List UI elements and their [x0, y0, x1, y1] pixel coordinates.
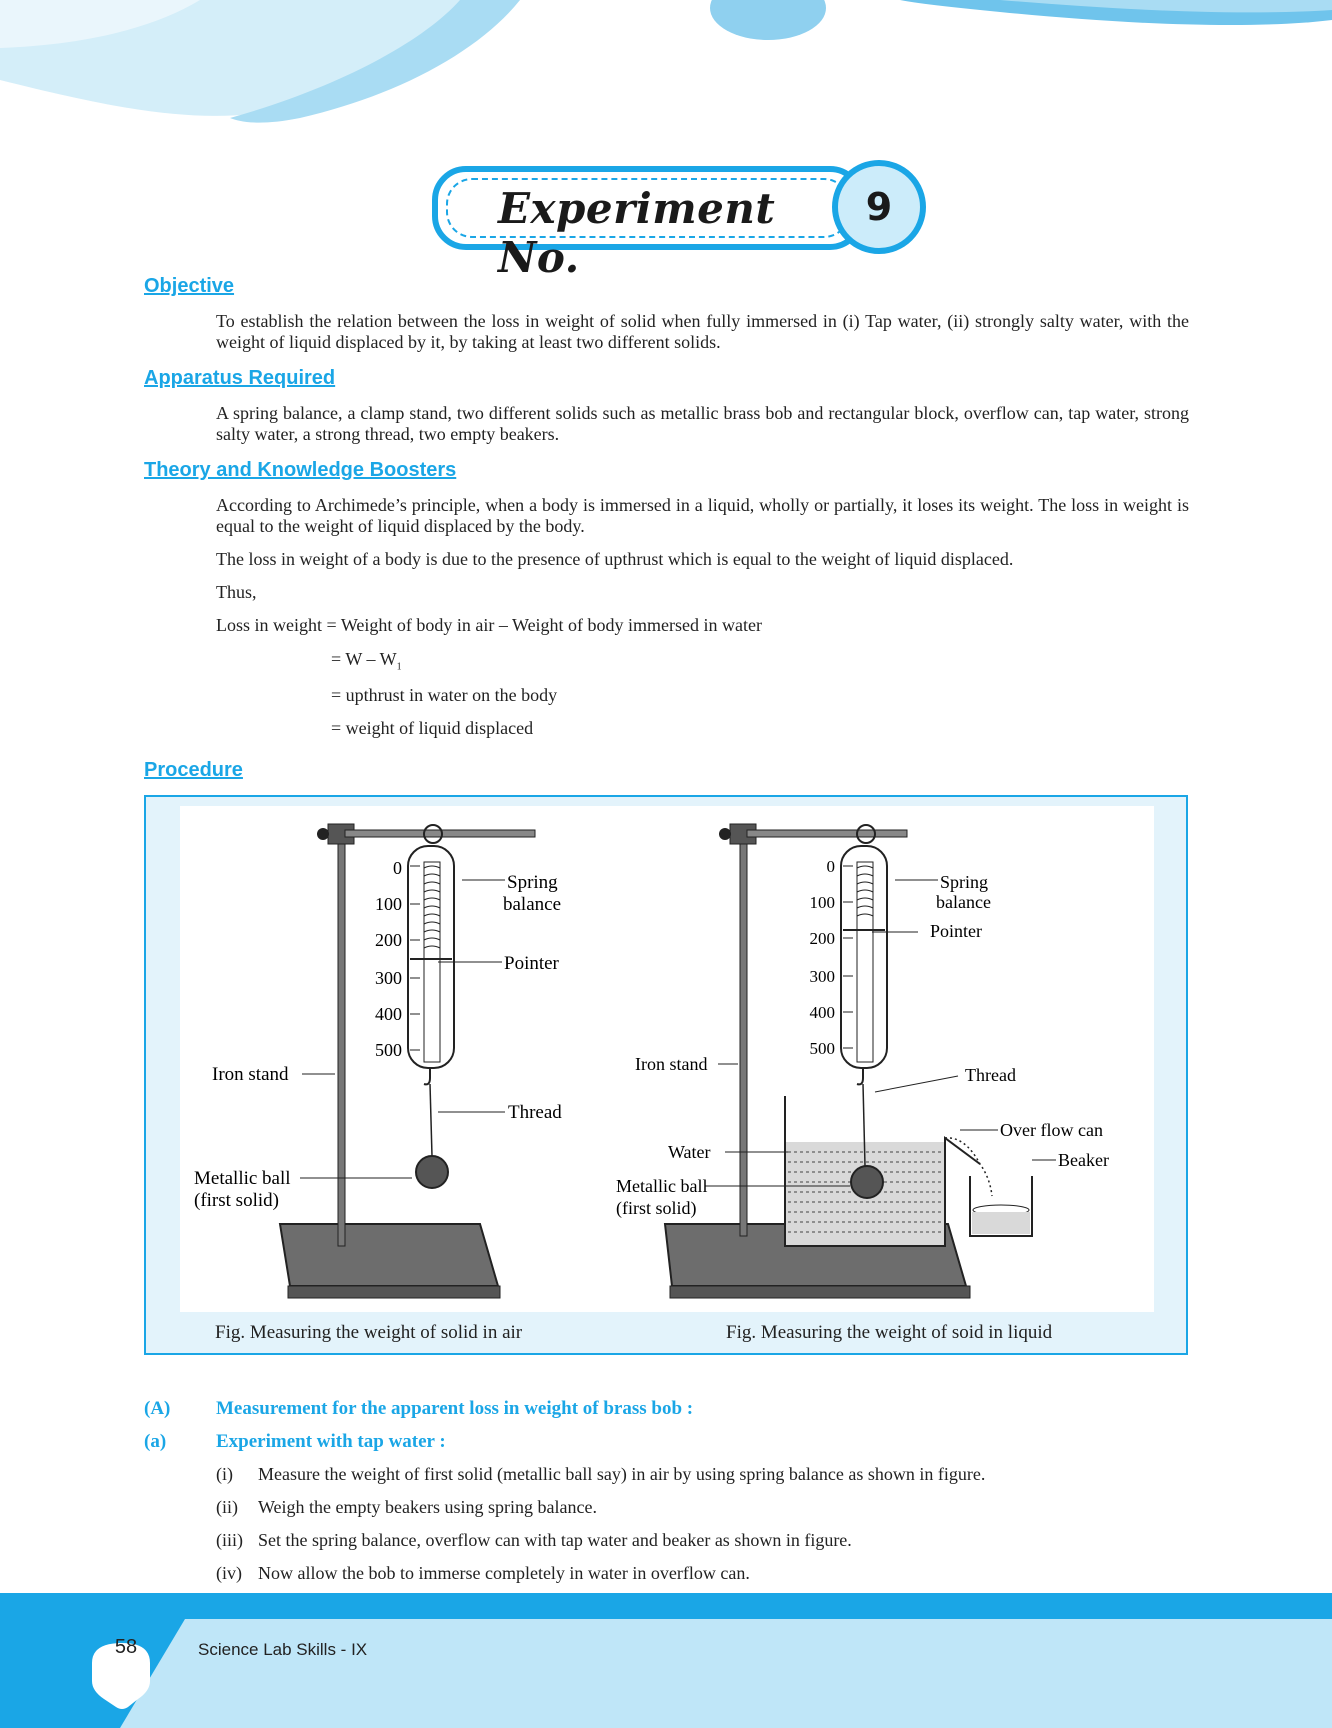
- objective-heading: Objective: [144, 275, 235, 297]
- procedure-heading: Procedure: [144, 759, 243, 781]
- right-figure: [616, 824, 1109, 1298]
- theory-equation-2: [331, 649, 402, 673]
- right-overflow-stream: [945, 1138, 992, 1196]
- right-bottom-hook: [857, 1068, 863, 1084]
- left-label-thread: Thread: [508, 1102, 562, 1123]
- section-a-label: (a): [144, 1431, 167, 1452]
- right-label-overflow: Over flow can: [1000, 1120, 1103, 1140]
- right-label-water: Water: [668, 1142, 711, 1162]
- step-3-text: Set the spring balance, overflow can with tap water and beaker as shown in figure.: [258, 1530, 852, 1550]
- left-label-balance: balance: [503, 894, 562, 915]
- page-number: 58: [114, 1636, 138, 1658]
- experiment-title: Experiment No.: [498, 184, 776, 282]
- right-label-iron-stand: Iron stand: [635, 1054, 708, 1074]
- right-label-ball: Metallic ball: [616, 1176, 708, 1196]
- left-bottom-hook: [424, 1068, 430, 1084]
- left-scale-500: 500: [375, 1040, 402, 1060]
- left-scale-200: 200: [375, 930, 402, 950]
- right-spring-balance: [841, 846, 887, 1068]
- apparatus-heading: Apparatus Required: [144, 367, 336, 389]
- right-beaker-water: [972, 1212, 1030, 1234]
- right-label-beaker: Beaker: [1058, 1150, 1109, 1170]
- right-base-edge: [670, 1286, 970, 1298]
- right-label-balance: balance: [936, 892, 991, 912]
- right-label-thread: Thread: [965, 1065, 1016, 1085]
- section-A-label: (A): [144, 1398, 171, 1419]
- right-label-spring: Spring: [940, 872, 989, 892]
- step-1-number: (i): [216, 1464, 233, 1484]
- step-4-number: (iv): [216, 1563, 242, 1583]
- left-label-first-solid: (first solid): [194, 1190, 279, 1211]
- section-A-title: Measurement for the apparent loss in weight of brass bob :: [216, 1398, 694, 1419]
- section-a-title: Experiment with tap water :: [216, 1431, 446, 1452]
- left-label-ball: Metallic ball: [194, 1168, 291, 1189]
- right-scale-300: 300: [809, 967, 835, 986]
- step-3-number: (iii): [216, 1530, 243, 1550]
- theory-thus: Thus,: [216, 582, 257, 602]
- step-2-text: Weigh the empty beakers using spring balance.: [258, 1497, 597, 1517]
- left-scale-400: 400: [375, 1004, 402, 1024]
- left-thread: [430, 1084, 432, 1156]
- step-4: [216, 1563, 750, 1584]
- objective-text: To establish the relation between the loss in weight of solid when fully immersed in (i) Tap water, (ii) strongly salty water, with the weight of liquid displaced by it, by taking at least two different solids.: [216, 311, 1189, 352]
- figure-area: [180, 806, 1154, 1312]
- theory-paragraph-2: The loss in weight of a body is due to the presence of upthrust which is equal to the weight of liquid displaced.: [216, 549, 1014, 569]
- right-scale-400: 400: [809, 1003, 835, 1022]
- left-scale-100: 100: [375, 894, 402, 914]
- right-thread-leader: [875, 1076, 958, 1092]
- figure-left-caption: Fig. Measuring the weight of solid in air: [215, 1322, 523, 1343]
- right-horizontal-arm: [747, 830, 907, 837]
- left-iron-rod: [338, 826, 345, 1246]
- step-1-text: Measure the weight of first solid (metallic ball say) in air by using spring balance as shown in figure.: [258, 1464, 986, 1484]
- left-stand-base: [280, 1224, 498, 1286]
- theory-heading: Theory and Knowledge Boosters: [144, 459, 457, 481]
- right-metallic-ball: [851, 1166, 883, 1198]
- theory-equation-1: Loss in weight = Weight of body in air – Weight of body immersed in water: [216, 615, 763, 635]
- left-label-spring: Spring: [507, 872, 558, 893]
- step-2-number: (ii): [216, 1497, 238, 1517]
- left-figure: [194, 824, 562, 1298]
- right-label-pointer: Pointer: [930, 921, 982, 941]
- right-scale-100: 100: [809, 893, 835, 912]
- right-scale-500: 500: [809, 1039, 835, 1058]
- step-3: [216, 1530, 852, 1551]
- right-scale-0: 0: [826, 857, 835, 876]
- apparatus-text: A spring balance, a clamp stand, two different solids such as metallic brass bob and rectangular block, overflow can, tap water, strong salty water, a strong thread, two empty beakers.: [216, 403, 1189, 444]
- left-base-edge: [288, 1286, 500, 1298]
- book-title: Science Lab Skills - IX: [198, 1640, 368, 1659]
- equation-2-subscript: 1: [396, 661, 402, 673]
- experiment-title-box: [432, 166, 864, 282]
- step-1: [216, 1464, 985, 1485]
- experiment-number-badge: 9: [832, 160, 926, 254]
- left-label-pointer: Pointer: [504, 953, 559, 974]
- footer-band: [0, 1593, 1332, 1728]
- left-spring-balance: [408, 846, 454, 1068]
- left-scale-0: 0: [393, 858, 402, 878]
- right-iron-rod: [740, 826, 747, 1236]
- equation-2-main: = W – W: [331, 649, 397, 669]
- header-wave-decoration: [0, 0, 1332, 130]
- right-label-first-solid: (first solid): [616, 1198, 697, 1218]
- right-clamp-screw: [719, 828, 731, 840]
- theory-paragraph-1: According to Archimede’s principle, when a body is immersed in a liquid, wholly or partially, it loses its weight. The loss in weight is equal to the weight of liquid displaced by the body.: [216, 495, 1189, 536]
- step-4-text: Now allow the bob to immerse completely in water in overflow can.: [258, 1563, 750, 1583]
- left-horizontal-arm: [345, 830, 535, 837]
- apparatus-diagram: [180, 806, 1154, 1312]
- theory-equation-4: = weight of liquid displaced: [331, 718, 534, 738]
- step-2: [216, 1497, 597, 1518]
- left-clamp-screw: [317, 828, 329, 840]
- left-scale-300: 300: [375, 968, 402, 988]
- left-label-iron-stand: Iron stand: [212, 1064, 289, 1085]
- right-scale-200: 200: [809, 929, 835, 948]
- left-metallic-ball: [416, 1156, 448, 1188]
- figure-right-caption: Fig. Measuring the weight of soid in liquid: [726, 1322, 1053, 1343]
- theory-equation-3: = upthrust in water on the body: [331, 685, 558, 705]
